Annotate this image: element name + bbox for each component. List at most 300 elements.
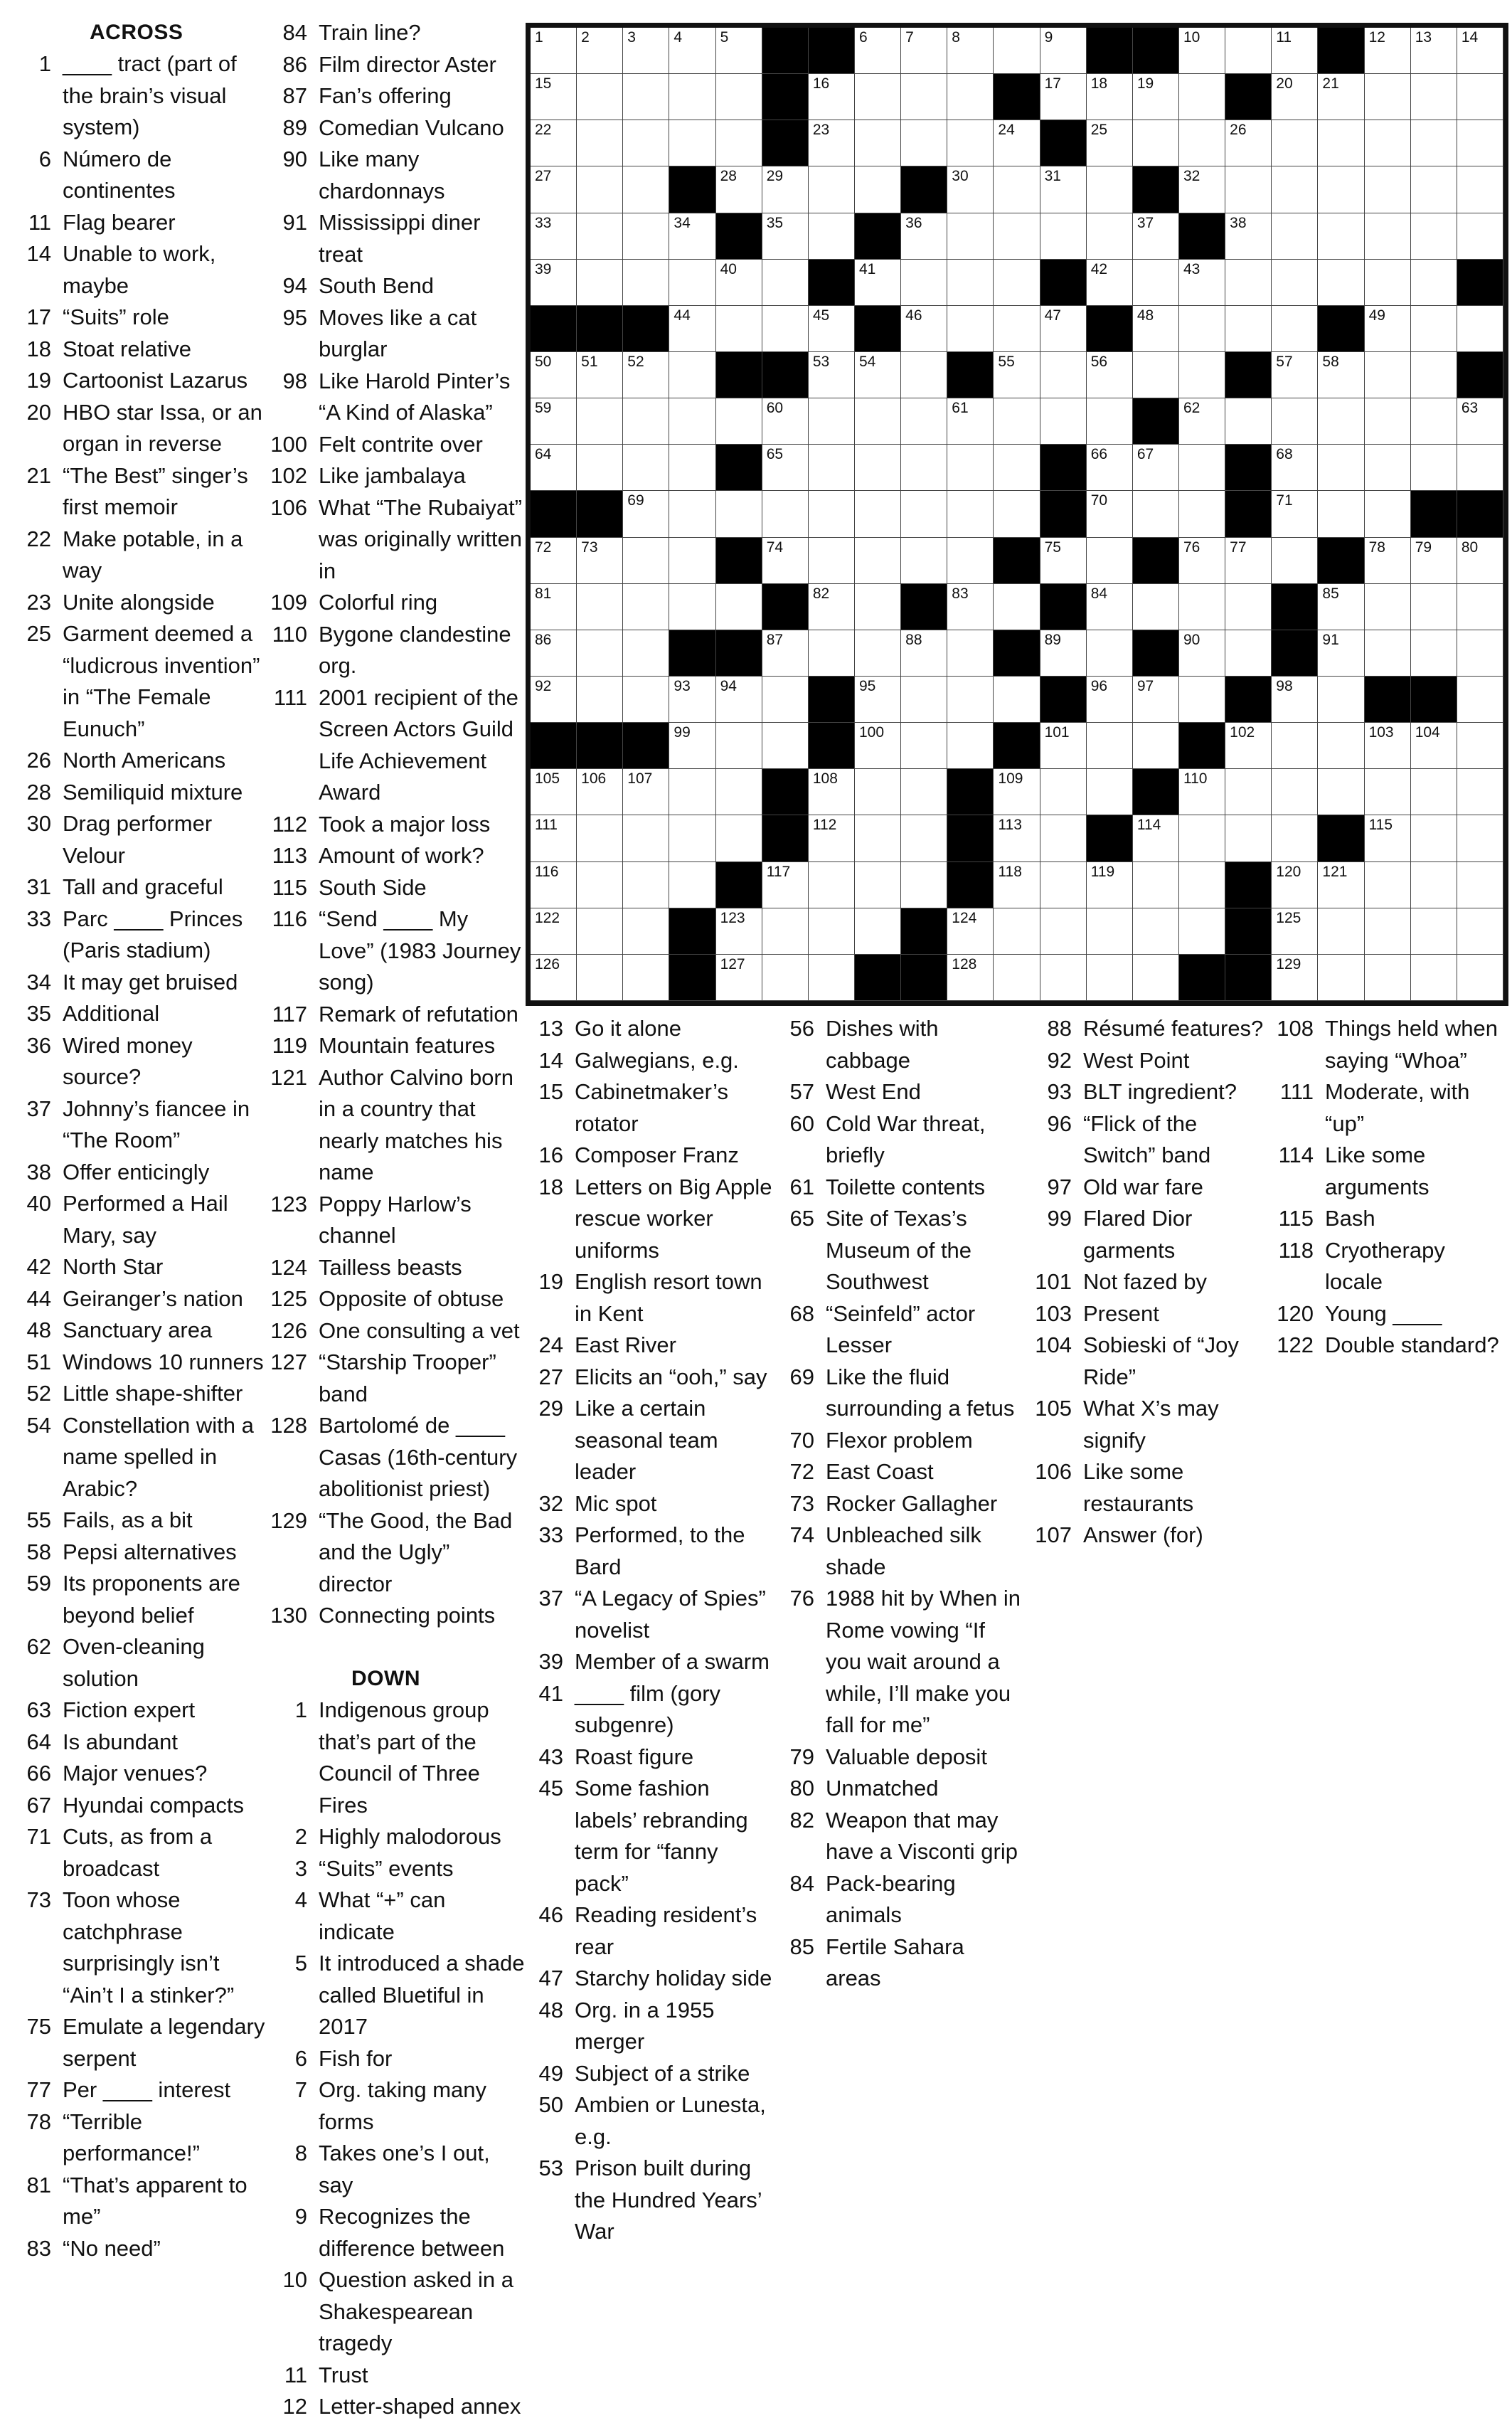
grid-cell[interactable]: [531, 213, 577, 260]
grid-cell[interactable]: [669, 723, 715, 769]
grid-cell[interactable]: [1040, 630, 1087, 677]
grid-cell[interactable]: [855, 630, 901, 677]
grid-cell[interactable]: [716, 584, 762, 630]
grid-cell[interactable]: [901, 28, 947, 74]
grid-cell[interactable]: [1179, 677, 1225, 723]
grid-cell[interactable]: [1318, 166, 1364, 213]
grid-cell[interactable]: [531, 352, 577, 398]
grid-cell[interactable]: [1272, 352, 1318, 398]
grid-cell[interactable]: [855, 677, 901, 723]
grid-cell[interactable]: [577, 445, 623, 491]
grid-cell[interactable]: [716, 120, 762, 166]
grid-cell[interactable]: [1457, 815, 1503, 861]
grid-cell[interactable]: [623, 213, 669, 260]
grid-cell[interactable]: [994, 260, 1040, 306]
grid-cell[interactable]: [1225, 213, 1272, 260]
grid-cell[interactable]: [1318, 260, 1364, 306]
grid-cell[interactable]: [1179, 260, 1225, 306]
grid-cell[interactable]: [531, 445, 577, 491]
grid-cell[interactable]: [623, 260, 669, 306]
grid-cell[interactable]: [1318, 445, 1364, 491]
grid-cell[interactable]: [1040, 213, 1087, 260]
grid-cell[interactable]: [901, 306, 947, 352]
grid-cell[interactable]: [669, 213, 715, 260]
grid-cell[interactable]: [994, 677, 1040, 723]
grid-cell[interactable]: [809, 630, 855, 677]
grid-cell[interactable]: [623, 352, 669, 398]
grid-cell[interactable]: [1179, 630, 1225, 677]
grid-cell[interactable]: [716, 491, 762, 537]
grid-cell[interactable]: [901, 213, 947, 260]
grid-cell[interactable]: [1087, 398, 1133, 445]
grid-cell[interactable]: [1365, 538, 1411, 584]
grid-cell[interactable]: [947, 677, 994, 723]
grid-cell[interactable]: [947, 955, 994, 1001]
grid-cell[interactable]: [531, 398, 577, 445]
grid-cell[interactable]: [1087, 677, 1133, 723]
grid-cell[interactable]: [1272, 398, 1318, 445]
grid-cell[interactable]: [669, 769, 715, 815]
grid-cell[interactable]: [669, 862, 715, 908]
grid-cell[interactable]: [1411, 398, 1457, 445]
grid-cell[interactable]: [1133, 260, 1179, 306]
grid-cell[interactable]: [531, 815, 577, 861]
grid-cell[interactable]: [994, 955, 1040, 1001]
grid-cell[interactable]: [762, 213, 809, 260]
grid-cell[interactable]: [1318, 213, 1364, 260]
grid-cell[interactable]: [669, 260, 715, 306]
grid-cell[interactable]: [716, 166, 762, 213]
grid-cell[interactable]: [1133, 306, 1179, 352]
grid-cell[interactable]: [901, 120, 947, 166]
grid-cell[interactable]: [1179, 398, 1225, 445]
grid-cell[interactable]: [762, 955, 809, 1001]
grid-cell[interactable]: [901, 260, 947, 306]
grid-cell[interactable]: [762, 398, 809, 445]
grid-cell[interactable]: [762, 908, 809, 955]
grid-cell[interactable]: [1318, 723, 1364, 769]
grid-cell[interactable]: [901, 769, 947, 815]
grid-cell[interactable]: [1411, 955, 1457, 1001]
grid-cell[interactable]: [623, 584, 669, 630]
grid-cell[interactable]: [855, 723, 901, 769]
grid-cell[interactable]: [809, 769, 855, 815]
grid-cell[interactable]: [994, 213, 1040, 260]
grid-cell[interactable]: [577, 584, 623, 630]
grid-cell[interactable]: [994, 491, 1040, 537]
grid-cell[interactable]: [855, 445, 901, 491]
grid-cell[interactable]: [1272, 260, 1318, 306]
grid-cell[interactable]: [1365, 166, 1411, 213]
grid-cell[interactable]: [1272, 723, 1318, 769]
grid-cell[interactable]: [1411, 862, 1457, 908]
grid-cell[interactable]: [1179, 862, 1225, 908]
grid-cell[interactable]: [1133, 908, 1179, 955]
grid-cell[interactable]: [623, 677, 669, 723]
grid-cell[interactable]: [809, 862, 855, 908]
grid-cell[interactable]: [1179, 908, 1225, 955]
grid-cell[interactable]: [716, 908, 762, 955]
grid-cell[interactable]: [1318, 491, 1364, 537]
grid-cell[interactable]: [1272, 28, 1318, 74]
grid-cell[interactable]: [1040, 74, 1087, 120]
grid-cell[interactable]: [531, 908, 577, 955]
grid-cell[interactable]: [1457, 306, 1503, 352]
grid-cell[interactable]: [1087, 862, 1133, 908]
grid-cell[interactable]: [1457, 908, 1503, 955]
grid-cell[interactable]: [994, 769, 1040, 815]
grid-cell[interactable]: [855, 584, 901, 630]
grid-cell[interactable]: [855, 815, 901, 861]
grid-cell[interactable]: [1179, 815, 1225, 861]
grid-cell[interactable]: [1179, 584, 1225, 630]
grid-cell[interactable]: [1040, 538, 1087, 584]
grid-cell[interactable]: [1225, 398, 1272, 445]
grid-cell[interactable]: [1318, 352, 1364, 398]
grid-cell[interactable]: [809, 74, 855, 120]
grid-cell[interactable]: [1225, 723, 1272, 769]
grid-cell[interactable]: [1272, 538, 1318, 584]
grid-cell[interactable]: [994, 584, 1040, 630]
grid-cell[interactable]: [1411, 352, 1457, 398]
grid-cell[interactable]: [1457, 538, 1503, 584]
grid-cell[interactable]: [809, 584, 855, 630]
grid-cell[interactable]: [716, 398, 762, 445]
grid-cell[interactable]: [1133, 677, 1179, 723]
grid-cell[interactable]: [1318, 74, 1364, 120]
grid-cell[interactable]: [623, 398, 669, 445]
grid-cell[interactable]: [1225, 260, 1272, 306]
grid-cell[interactable]: [1087, 166, 1133, 213]
grid-cell[interactable]: [1411, 213, 1457, 260]
grid-cell[interactable]: [901, 677, 947, 723]
grid-cell[interactable]: [809, 306, 855, 352]
grid-cell[interactable]: [1087, 491, 1133, 537]
grid-cell[interactable]: [1133, 491, 1179, 537]
grid-cell[interactable]: [577, 815, 623, 861]
grid-cell[interactable]: [1040, 723, 1087, 769]
grid-cell[interactable]: [1225, 306, 1272, 352]
grid-cell[interactable]: [531, 769, 577, 815]
grid-cell[interactable]: [809, 445, 855, 491]
grid-cell[interactable]: [1133, 862, 1179, 908]
grid-cell[interactable]: [809, 352, 855, 398]
grid-cell[interactable]: [669, 352, 715, 398]
grid-cell[interactable]: [1040, 306, 1087, 352]
grid-cell[interactable]: [809, 908, 855, 955]
grid-cell[interactable]: [809, 955, 855, 1001]
grid-cell[interactable]: [809, 815, 855, 861]
grid-cell[interactable]: [531, 955, 577, 1001]
grid-cell[interactable]: [762, 538, 809, 584]
grid-cell[interactable]: [1179, 445, 1225, 491]
grid-cell[interactable]: [1411, 306, 1457, 352]
grid-cell[interactable]: [994, 28, 1040, 74]
grid-cell[interactable]: [577, 74, 623, 120]
grid-cell[interactable]: [947, 213, 994, 260]
grid-cell[interactable]: [531, 166, 577, 213]
grid-cell[interactable]: [716, 723, 762, 769]
grid-cell[interactable]: [1411, 908, 1457, 955]
grid-cell[interactable]: [1318, 120, 1364, 166]
grid-cell[interactable]: [1272, 908, 1318, 955]
grid-cell[interactable]: [762, 166, 809, 213]
grid-cell[interactable]: [855, 769, 901, 815]
grid-cell[interactable]: [1040, 955, 1087, 1001]
grid-cell[interactable]: [1179, 491, 1225, 537]
grid-cell[interactable]: [1179, 306, 1225, 352]
grid-cell[interactable]: [1179, 769, 1225, 815]
grid-cell[interactable]: [1225, 630, 1272, 677]
grid-cell[interactable]: [1179, 352, 1225, 398]
grid-cell[interactable]: [577, 908, 623, 955]
grid-cell[interactable]: [901, 445, 947, 491]
grid-cell[interactable]: [809, 166, 855, 213]
grid-cell[interactable]: [1457, 74, 1503, 120]
grid-cell[interactable]: [1318, 398, 1364, 445]
grid-cell[interactable]: [1457, 677, 1503, 723]
grid-cell[interactable]: [1365, 862, 1411, 908]
grid-cell[interactable]: [531, 630, 577, 677]
grid-cell[interactable]: [623, 74, 669, 120]
grid-cell[interactable]: [1365, 955, 1411, 1001]
grid-cell[interactable]: [1225, 28, 1272, 74]
grid-cell[interactable]: [1040, 166, 1087, 213]
grid-cell[interactable]: [855, 260, 901, 306]
grid-cell[interactable]: [1457, 120, 1503, 166]
grid-cell[interactable]: [1272, 74, 1318, 120]
grid-cell[interactable]: [1411, 769, 1457, 815]
grid-cell[interactable]: [994, 445, 1040, 491]
grid-cell[interactable]: [1457, 398, 1503, 445]
grid-cell[interactable]: [1365, 584, 1411, 630]
grid-cell[interactable]: [1318, 769, 1364, 815]
grid-cell[interactable]: [994, 166, 1040, 213]
grid-cell[interactable]: [1365, 352, 1411, 398]
grid-cell[interactable]: [1179, 166, 1225, 213]
grid-cell[interactable]: [669, 74, 715, 120]
grid-cell[interactable]: [855, 74, 901, 120]
grid-cell[interactable]: [669, 815, 715, 861]
grid-cell[interactable]: [809, 538, 855, 584]
grid-cell[interactable]: [901, 538, 947, 584]
grid-cell[interactable]: [577, 28, 623, 74]
grid-cell[interactable]: [531, 120, 577, 166]
grid-cell[interactable]: [1365, 908, 1411, 955]
grid-cell[interactable]: [1225, 120, 1272, 166]
grid-cell[interactable]: [1457, 584, 1503, 630]
grid-cell[interactable]: [1457, 955, 1503, 1001]
grid-cell[interactable]: [994, 120, 1040, 166]
grid-cell[interactable]: [577, 630, 623, 677]
grid-cell[interactable]: [855, 28, 901, 74]
grid-cell[interactable]: [623, 769, 669, 815]
grid-cell[interactable]: [716, 955, 762, 1001]
grid-cell[interactable]: [1179, 28, 1225, 74]
grid-cell[interactable]: [1133, 74, 1179, 120]
grid-cell[interactable]: [623, 166, 669, 213]
grid-cell[interactable]: [669, 538, 715, 584]
grid-cell[interactable]: [994, 398, 1040, 445]
grid-cell[interactable]: [1411, 584, 1457, 630]
grid-cell[interactable]: [531, 584, 577, 630]
grid-cell[interactable]: [669, 120, 715, 166]
grid-cell[interactable]: [1411, 28, 1457, 74]
grid-cell[interactable]: [1087, 74, 1133, 120]
grid-cell[interactable]: [577, 398, 623, 445]
grid-cell[interactable]: [994, 352, 1040, 398]
grid-cell[interactable]: [1272, 955, 1318, 1001]
grid-cell[interactable]: [1087, 584, 1133, 630]
grid-cell[interactable]: [623, 630, 669, 677]
grid-cell[interactable]: [577, 538, 623, 584]
grid-cell[interactable]: [1411, 538, 1457, 584]
grid-cell[interactable]: [716, 306, 762, 352]
grid-cell[interactable]: [623, 908, 669, 955]
grid-cell[interactable]: [669, 677, 715, 723]
grid-cell[interactable]: [901, 630, 947, 677]
grid-cell[interactable]: [1040, 815, 1087, 861]
grid-cell[interactable]: [947, 260, 994, 306]
grid-cell[interactable]: [669, 398, 715, 445]
grid-cell[interactable]: [762, 677, 809, 723]
grid-cell[interactable]: [809, 491, 855, 537]
grid-cell[interactable]: [1411, 815, 1457, 861]
grid-cell[interactable]: [531, 28, 577, 74]
grid-cell[interactable]: [716, 769, 762, 815]
grid-cell[interactable]: [1411, 723, 1457, 769]
grid-cell[interactable]: [1365, 120, 1411, 166]
grid-cell[interactable]: [762, 491, 809, 537]
grid-cell[interactable]: [577, 352, 623, 398]
grid-cell[interactable]: [1179, 538, 1225, 584]
grid-cell[interactable]: [531, 538, 577, 584]
grid-cell[interactable]: [855, 862, 901, 908]
grid-cell[interactable]: [1272, 306, 1318, 352]
grid-cell[interactable]: [994, 862, 1040, 908]
grid-cell[interactable]: [1087, 723, 1133, 769]
grid-cell[interactable]: [994, 908, 1040, 955]
grid-cell[interactable]: [1040, 862, 1087, 908]
grid-cell[interactable]: [1365, 815, 1411, 861]
grid-cell[interactable]: [1272, 213, 1318, 260]
grid-cell[interactable]: [669, 584, 715, 630]
grid-cell[interactable]: [1411, 74, 1457, 120]
grid-cell[interactable]: [531, 677, 577, 723]
grid-cell[interactable]: [947, 120, 994, 166]
grid-cell[interactable]: [1457, 213, 1503, 260]
grid-cell[interactable]: [1318, 955, 1364, 1001]
grid-cell[interactable]: [1457, 28, 1503, 74]
grid-cell[interactable]: [716, 74, 762, 120]
grid-cell[interactable]: [623, 120, 669, 166]
grid-cell[interactable]: [1365, 260, 1411, 306]
grid-cell[interactable]: [1087, 352, 1133, 398]
grid-cell[interactable]: [531, 74, 577, 120]
grid-cell[interactable]: [947, 538, 994, 584]
grid-cell[interactable]: [1457, 166, 1503, 213]
grid-cell[interactable]: [1272, 491, 1318, 537]
grid-cell[interactable]: [947, 723, 994, 769]
grid-cell[interactable]: [762, 630, 809, 677]
grid-cell[interactable]: [1272, 862, 1318, 908]
grid-cell[interactable]: [1272, 769, 1318, 815]
grid-cell[interactable]: [762, 306, 809, 352]
grid-cell[interactable]: [1318, 584, 1364, 630]
grid-cell[interactable]: [1133, 955, 1179, 1001]
grid-cell[interactable]: [1272, 815, 1318, 861]
grid-cell[interactable]: [947, 491, 994, 537]
grid-cell[interactable]: [1087, 120, 1133, 166]
grid-cell[interactable]: [855, 352, 901, 398]
grid-cell[interactable]: [1087, 213, 1133, 260]
grid-cell[interactable]: [1411, 630, 1457, 677]
grid-cell[interactable]: [1272, 120, 1318, 166]
grid-cell[interactable]: [1411, 166, 1457, 213]
grid-cell[interactable]: [947, 445, 994, 491]
grid-cell[interactable]: [1365, 491, 1411, 537]
grid-cell[interactable]: [669, 306, 715, 352]
grid-cell[interactable]: [1457, 630, 1503, 677]
grid-cell[interactable]: [623, 28, 669, 74]
grid-cell[interactable]: [947, 74, 994, 120]
grid-cell[interactable]: [1225, 815, 1272, 861]
grid-cell[interactable]: [901, 491, 947, 537]
grid-cell[interactable]: [1318, 677, 1364, 723]
grid-cell[interactable]: [577, 120, 623, 166]
grid-cell[interactable]: [577, 769, 623, 815]
grid-cell[interactable]: [809, 213, 855, 260]
grid-cell[interactable]: [716, 815, 762, 861]
grid-cell[interactable]: [1225, 166, 1272, 213]
grid-cell[interactable]: [669, 28, 715, 74]
grid-cell[interactable]: [1365, 723, 1411, 769]
grid-cell[interactable]: [1133, 815, 1179, 861]
grid-cell[interactable]: [762, 445, 809, 491]
grid-cell[interactable]: [1411, 120, 1457, 166]
grid-cell[interactable]: [1133, 723, 1179, 769]
grid-cell[interactable]: [1133, 584, 1179, 630]
grid-cell[interactable]: [623, 955, 669, 1001]
grid-cell[interactable]: [1365, 213, 1411, 260]
grid-cell[interactable]: [1087, 769, 1133, 815]
grid-cell[interactable]: [1040, 769, 1087, 815]
grid-cell[interactable]: [855, 166, 901, 213]
grid-cell[interactable]: [809, 398, 855, 445]
grid-cell[interactable]: [947, 28, 994, 74]
grid-cell[interactable]: [716, 260, 762, 306]
grid-cell[interactable]: [1365, 769, 1411, 815]
grid-cell[interactable]: [809, 120, 855, 166]
grid-cell[interactable]: [623, 815, 669, 861]
grid-cell[interactable]: [1365, 28, 1411, 74]
grid-cell[interactable]: [577, 677, 623, 723]
grid-cell[interactable]: [531, 260, 577, 306]
grid-cell[interactable]: [901, 815, 947, 861]
grid-cell[interactable]: [623, 491, 669, 537]
grid-cell[interactable]: [855, 120, 901, 166]
grid-cell[interactable]: [855, 398, 901, 445]
grid-cell[interactable]: [577, 955, 623, 1001]
grid-cell[interactable]: [947, 584, 994, 630]
grid-cell[interactable]: [947, 630, 994, 677]
grid-cell[interactable]: [855, 908, 901, 955]
grid-cell[interactable]: [901, 74, 947, 120]
grid-cell[interactable]: [1040, 908, 1087, 955]
grid-cell[interactable]: [1411, 445, 1457, 491]
grid-cell[interactable]: [1457, 723, 1503, 769]
grid-cell[interactable]: [1318, 630, 1364, 677]
